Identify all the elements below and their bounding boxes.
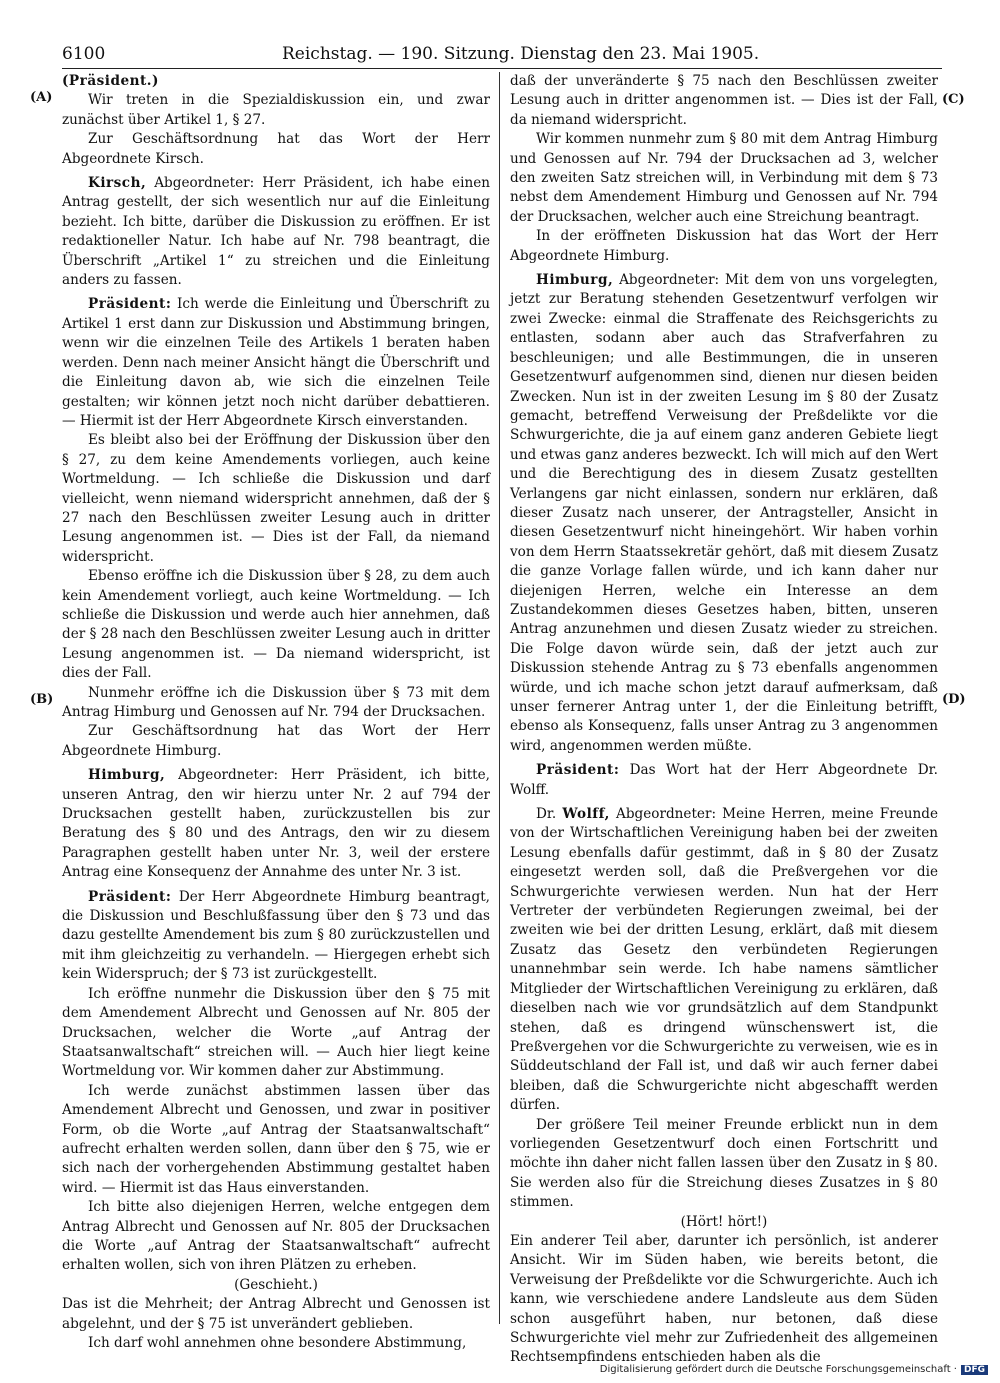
speech-himburg: Himburg, Abgeordneter: Herr Präsident, ich bitte, unseren Antrag, den wir hierzu unter Nr. 2 auf 794 der Drucksachen gestellt haben, zurückzustellen bis zur Beratung des § 80 und des Antrags, den wir zu diesem Paragraphen gestellt haben unter Nr. 3, weil der erstere Antrag eine Konsequenz der Annahme des unter Nr. 3 ist. bbox=[62, 767, 490, 881]
speech-kirsch: Kirsch, Abgeordneter: Herr Präsident, ich habe einen Antrag gestellt, der sich wesentlich nur auf die Einleitung bezieht. Ich bitte, darüber die Diskussion zu eröffnen. Er ist redaktioneller Natur. Ich habe auf Nr. 798 beantragt, die Überschrift „Artikel 1“ zu streichen und die Einleitung anders zu fassen. bbox=[62, 175, 490, 289]
speaker-name: Himburg, bbox=[88, 767, 166, 784]
speaker-name: Präsident: bbox=[88, 296, 172, 313]
stage-direction: (Hört! hört!) bbox=[680, 1213, 768, 1230]
page-number: 6100 bbox=[62, 44, 106, 64]
speaker-continuation: (Präsident.) bbox=[62, 73, 159, 89]
dfg-logo: DFG bbox=[961, 1365, 988, 1375]
speaker-name: Präsident: bbox=[536, 762, 620, 779]
paragraph: Zur Geschäftsordnung hat das Wort der Herr Abgeordnete Himburg. bbox=[62, 723, 490, 759]
paragraph: Zur Geschäftsordnung hat das Wort der Herr Abgeordnete Kirsch. bbox=[62, 131, 490, 167]
speaker-name: Kirsch, bbox=[88, 175, 147, 192]
speech-himburg: Himburg, Abgeordneter: Mit dem von uns vorgelegten, jetzt zur Beratung stehenden Gesetzentwurf verfolgen wir zwei Zwecke: einmal die Straffenate des Reichsgerichts zu entlasten, sodann aber auch das Strafverfahren zu beschleunigen; und alle Bestimmungen, die in unseren Gesetzentwurf aufgenommen sind, dienen nur diesen beiden Zwecken. Nun ist in der zweiten Lesung im § 80 der Zusatz gemacht, betreffend Verweisung der Preßdelikte vor die Schwurgerichte, die ja auf einem ganz anderen Gebiete liegt und etwas ganz anderes bezweckt. Ich will mich auf den Wert und die Berechtigung des in diesem Zusatz gestellten Verlangens gar nicht einlassen, sondern nur erklären, daß dieser Zusatz nach unserer, der Antragsteller, Ansicht in diesen Gesetzentwurf nicht hineingehört. Wir haben vorhin von dem Herrn Staatssekretär gehört, daß mit diesem Zusatz die ganze Vorlage fallen würde, und ich kann daher nur diejenigen Herren, welche ein Interesse an dem Zustandekommen dieses Gesetzes haben, bitten, unseren Antrag anzunehmen und diesen Zusatz wieder zu streichen. Die Folge davon würde sein, daß der jetzt auch zur Diskussion stehende Antrag zu § 73 ebenfalls angenommen würde, und ich mache schon jetzt darauf aufmerksam, daß unser fernerer Antrag unter 1, der die Einleitung betrifft, ebenso als Konsequenz, falls unser Antrag zu 3 angenommen wird, angenommen werden müßte. bbox=[510, 272, 938, 754]
speech-praesident: Präsident: Der Herr Abgeordnete Himburg beantragt, die Diskussion und Beschlußfassung über den § 73 und das dazu gestellte Amendement bis zum § 80 zurückzustellen und mit ihm gleichzeitig zu verhandeln. — Hiergegen erhebt sich kein Widerspruch; der § 73 ist zurückgestellt. bbox=[62, 888, 490, 983]
margin-mark-d: (D) bbox=[942, 692, 966, 707]
speaker-name: Wolff, bbox=[562, 806, 610, 823]
right-column bbox=[510, 72, 938, 1366]
paragraph: Wir kommen nunmehr zum § 80 mit dem Antrag Himburg und Genossen auf Nr. 794 der Drucksachen ad 3, welcher den zweiten Satz streichen will, in Verbindung mit dem § 73 nebst dem Amendement Himburg und Genossen auf Nr. 794 der Drucksachen, welcher auch eine Streichung beantragt. bbox=[510, 131, 938, 225]
paragraph: Ich darf wohl annehmen ohne besondere Abstimmung, bbox=[88, 1335, 467, 1351]
stage-direction: (Geschieht.) bbox=[234, 1276, 318, 1293]
speaker-name: Himburg, bbox=[536, 272, 614, 289]
paragraph: Ich eröffne nunmehr die Diskussion über den § 75 mit dem Amendement Albrecht und Genossen auf Nr. 805 der Drucksachen, welcher die Worte „auf Antrag der Staatsanwaltschaft“ streichen will. — Auch hier liegt keine Wortmeldung vor. Wir kommen daher zur Abstimmung. bbox=[62, 985, 490, 1080]
margin-mark-a: (A) bbox=[30, 90, 53, 105]
funding-footer bbox=[600, 1364, 988, 1375]
speech-wolff: Dr. Wolff, Abgeordneter: Meine Herren, meine Freunde von der Wirtschaftlichen Vereinigung haben bei der zweiten Lesung ebenfalls dafür gestimmt, daß in § 80 der Zusatz eingesetzt werden soll, daß die Preßvergehen vor die Schwurgerichte verwiesen werden. Nun hat der Herr Vertreter der verbündeten Regierungen zweimal, bei der zweiten wie bei der dritten Lesung, erklärt, daß mit diesem Zusatz das Gesetz den verbündeten Regierungen unannehmbar sein werde. Ich habe namens sämtlicher Mitglieder der Wirtschaftlichen Vereinigung zu erklären, daß dieselben nach wie vor grundsätzlich auf dem Standpunkt stehen, daß es dringend wünschenswert ist, die Preßvergehen vor die Schwurgerichte zu verweisen, wie es in Süddeutschland der Fall ist, und daß wir auch ferner dabei bleiben, daß die Schwurgerichte nicht abgeschafft werden dürfen. bbox=[510, 806, 938, 1114]
speech-praesident: Präsident: Das Wort hat der Herr Abgeordnete Dr. Wolff. bbox=[510, 762, 938, 798]
margin-mark-b: (B) bbox=[30, 692, 54, 707]
left-column bbox=[62, 72, 490, 1351]
paragraph: Ebenso eröffne ich die Diskussion über § 28, zu dem auch kein Amendement vorliegt, auch keine Wortmeldung. — Ich schließe die Diskussion und werde auch hier annehmen, daß der § 28 nach den Beschlüssen zweiter Lesung auch in dritter Lesung angenommen ist. — Da niemand widerspricht, ist dies der Fall. bbox=[62, 568, 490, 682]
paragraph: Ich werde zunächst abstimmen lassen über das Amendement Albrecht und Genossen, und zwar in positiver Form, ob die Worte „auf Antrag der Staatsanwaltschaft“ aufrecht erhalten werden sollen, dann über den § 75, wie er sich nach der vorhergehenden Abstimmung gestaltet haben wird. — Hiermit ist das Haus einverstanden. bbox=[62, 1082, 490, 1196]
column-divider bbox=[499, 72, 500, 1324]
footer-text: Digitalisierung gefördert durch die Deutsche Forschungsgemeinschaft · bbox=[599, 1364, 957, 1375]
margin-mark-c: (C) bbox=[942, 92, 965, 107]
paragraph: Wir treten in die Spezialdiskussion ein, und zwar zunächst über Artikel 1, § 27. bbox=[62, 92, 490, 128]
paragraph: In der eröffneten Diskussion hat das Wort der Herr Abgeordnete Himburg. bbox=[510, 228, 938, 264]
paragraph: Ein anderer Teil aber, darunter ich persönlich, ist anderer Ansicht. Wir im Süden haben, wie bereits betont, die Verweisung der Preßdelikte vor die Schwurgerichte. Auch ich kann, wie verschiedene andere Landsleute aus dem Süden schon ausgeführt haben, nur betonen, daß diese Schwurgerichte viel mehr zur Zufriedenheit des allgemeinen Rechtsempfindens entschieden haben als die bbox=[510, 1232, 938, 1366]
page-header bbox=[62, 40, 942, 69]
running-title: Reichstag. — 190. Sitzung. Dienstag den 23. Mai 1905. bbox=[282, 44, 760, 64]
paragraph: Ich bitte also diejenigen Herren, welche entgegen dem Antrag Albrecht und Genossen auf Nr. 805 der Drucksachen die Worte „auf Antrag der Staatsanwaltschaft“ aufrecht erhalten wollen, sich von ihren Plätzen zu erheben. bbox=[62, 1199, 490, 1274]
paragraph: Der größere Teil meiner Freunde erblickt nun in dem vorliegenden Gesetzentwurf doch einen Fortschritt und möchte ihn daher nicht fallen lassen über den Zusatz in § 80. Sie werden also für die Streichung dieses Zusatzes in § 80 stimmen. bbox=[510, 1116, 938, 1211]
paragraph: Das ist die Mehrheit; der Antrag Albrecht und Genossen ist abgelehnt, und der § 75 ist unverändert geblieben. bbox=[62, 1296, 490, 1332]
speech-praesident: Präsident: Ich werde die Einleitung und Überschrift zu Artikel 1 erst dann zur Diskussion und Abstimmung bringen, wenn wir die einzelnen Teile des Artikels 1 beraten haben werden. Denn nach meiner Ansicht hängt die Überschrift und die Einleitung davon ab, wie sich die einzelnen Teile gestalten; wir können jetzt noch nicht darüber debattieren. — Hiermit ist der Herr Abgeordnete Kirsch einverstanden. bbox=[62, 296, 490, 429]
paragraph: Es bleibt also bei der Eröffnung der Diskussion über den § 27, zu dem keine Amendements vorliegen, auch keine Wortmeldung. — Ich schließe die Diskussion und darf vielleicht, wenn niemand widerspricht annehmen, daß der § 27 nach den Beschlüssen zweiter Lesung auch in dritter Lesung angenommen ist. — Dies ist der Fall, da niemand widerspricht. bbox=[62, 432, 490, 565]
speaker-name: Präsident: bbox=[88, 888, 172, 905]
paragraph: Nunmehr eröffne ich die Diskussion über § 73 mit dem Antrag Himburg und Genossen auf Nr. 794 der Drucksachen. bbox=[62, 684, 490, 720]
paragraph: daß der unveränderte § 75 nach den Beschlüssen zweiter Lesung auch in dritter angenommen ist. — Dies ist der Fall, da niemand widerspricht. bbox=[510, 73, 938, 128]
